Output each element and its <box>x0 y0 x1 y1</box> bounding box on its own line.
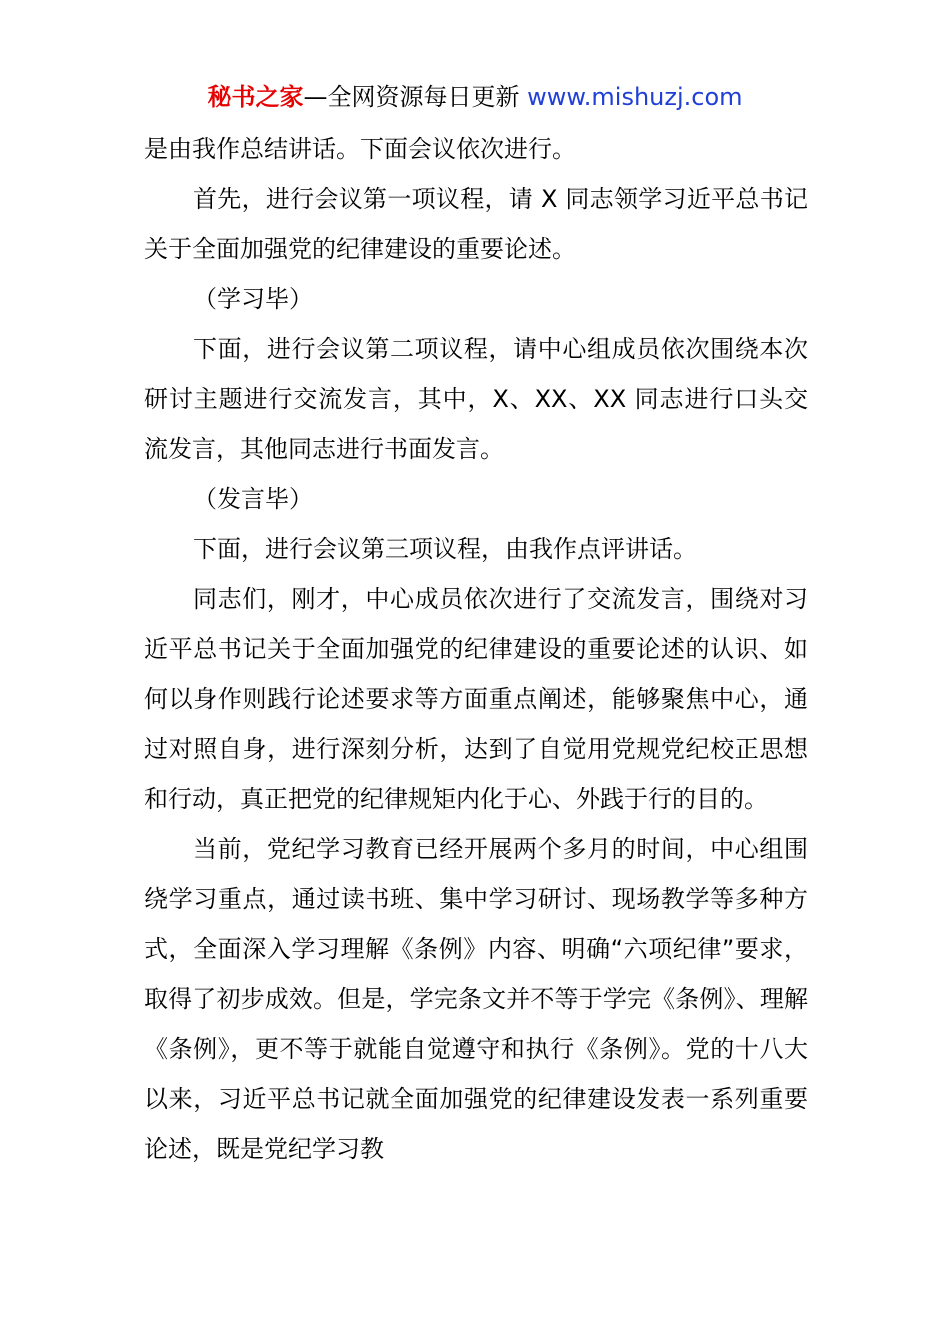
site-url-link[interactable]: www.mishuzj.com <box>527 83 743 111</box>
paragraph: 下面，进行会议第三项议程，由我作点评讲话。 <box>193 535 697 563</box>
paragraph: （发言毕） <box>193 485 313 513</box>
paragraph: 同志们，刚才，中心成员依次进行了交流发言，围绕对习近平总书记关于全面加强党的纪律建设的重要论述的认识、如何以身作则践行论述要求等方面重点阐述，能够聚焦中心，通过对照自身，进行深刻分析，达到了自觉用党规党纪校正思想和行动，真正把党的纪律规矩内化于心、外践于行的目的。 <box>144 585 808 813</box>
paragraph: 当前，党纪学习教育已经开展两个多月的时间，中心组围绕学习重点，通过读书班、集中学习研讨、现场教学等多种方式，全面深入学习理解《条例》内容、明确“六项纪律”要求，取得了初步成效。但是，学完条文并不等于学完《条例》、理解《条例》，更不等于就能自觉遵守和执行《条例》。党的十八大以来，习近平总书记就全面加强党的纪律建设发表一系列重要论述，既是党纪学习教 <box>144 835 808 1163</box>
paragraph: （学习毕） <box>193 285 313 313</box>
site-tagline: —全网资源每日更新 <box>303 83 528 111</box>
paragraph: 下面，进行会议第二项议程，请中心组成员依次围绕本次研讨主题进行交流发言，其中，X、XX、XX 同志进行口头交流发言，其他同志进行书面发言。 <box>144 335 808 463</box>
site-header <box>0 80 950 114</box>
paragraph: 首先，进行会议第一项议程，请 X 同志领学习近平总书记关于全面加强党的纪律建设的重要论述。 <box>144 185 808 263</box>
document-body <box>144 124 808 1174</box>
paragraph: 是由我作总结讲话。下面会议依次进行。 <box>144 135 576 163</box>
site-brand: 秘书之家 <box>207 83 304 111</box>
